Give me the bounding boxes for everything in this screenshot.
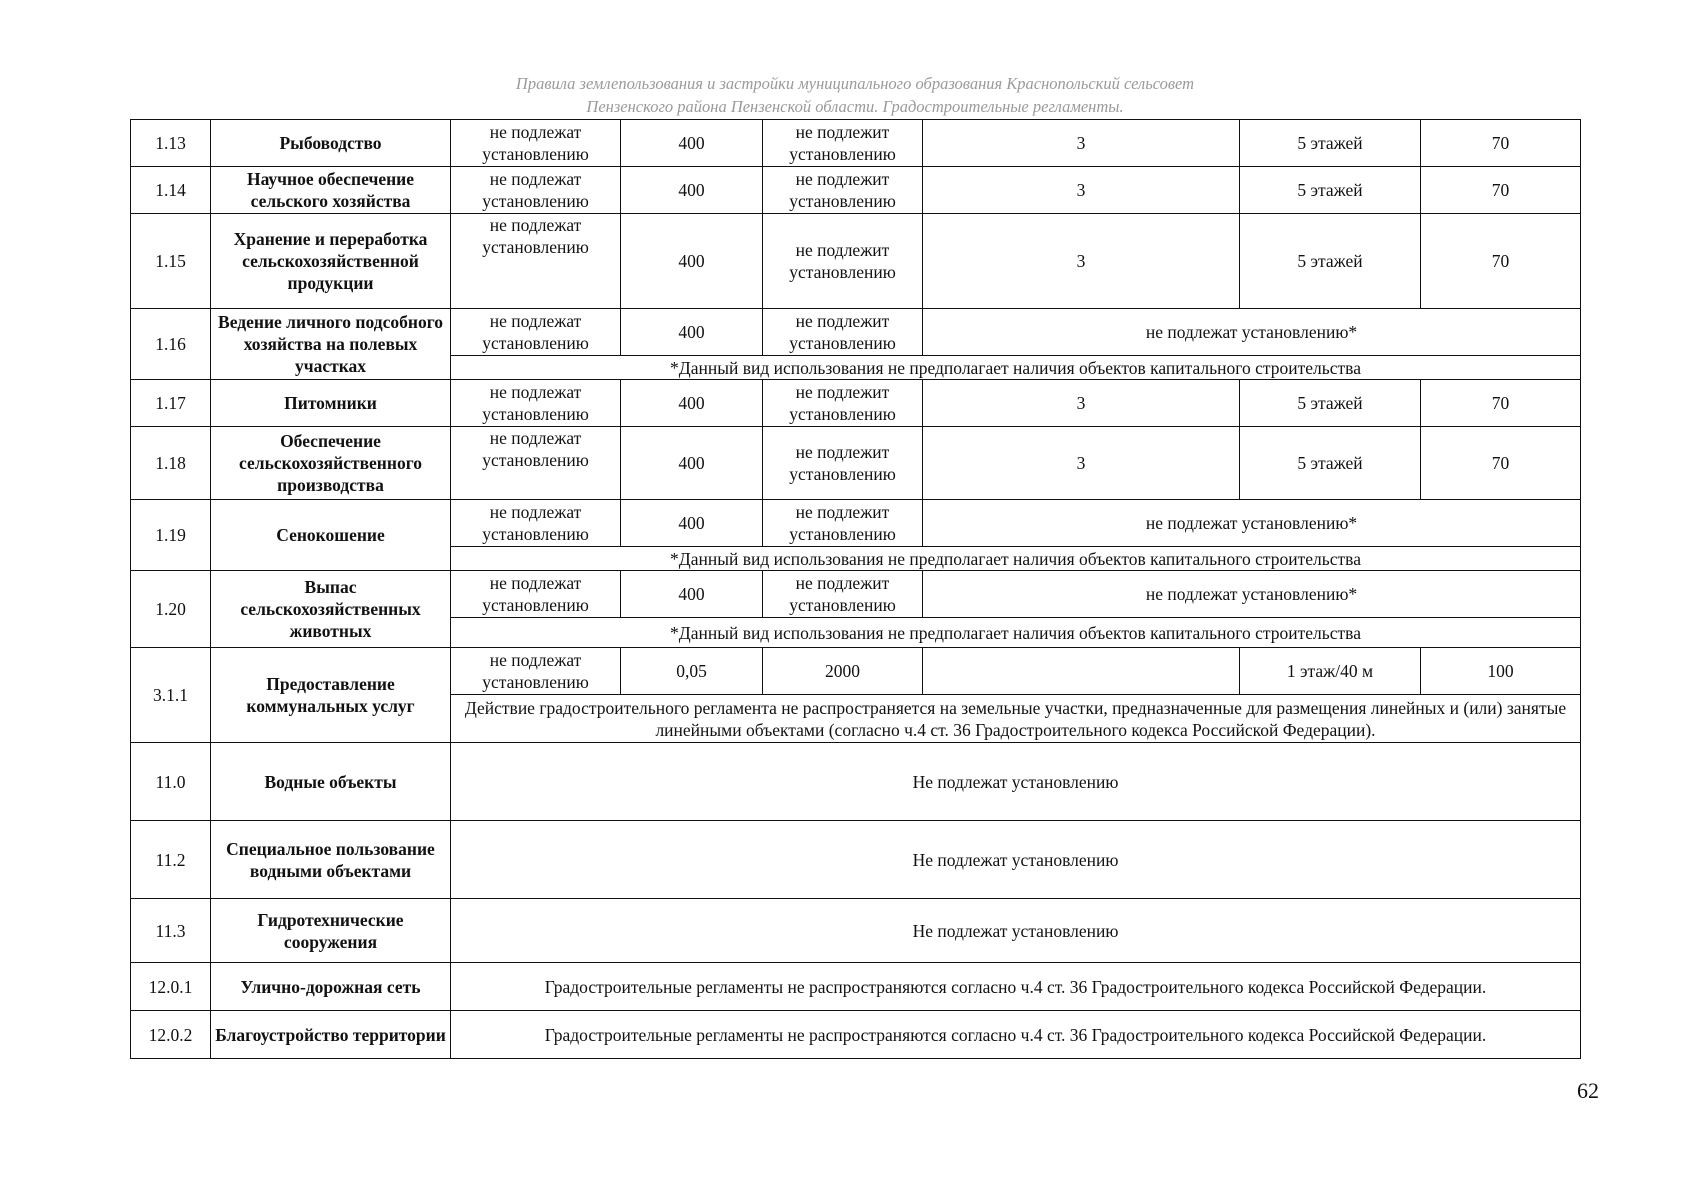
row-name: Рыбоводство [211, 120, 451, 167]
row-name: Выпас сельскохозяйственных животных [211, 571, 451, 648]
min-area-cell: не подлежат установлению [451, 500, 621, 547]
page-number: 62 [1577, 1078, 1599, 1103]
row-code: 1.18 [131, 427, 211, 500]
floors-cell: 5 этажей [1240, 380, 1421, 427]
regulations-table [130, 119, 1581, 1059]
min-area-cell: не подлежат установлению [451, 309, 621, 356]
row-name: Обеспечение сельскохозяйственного производства [211, 427, 451, 500]
table-row [131, 963, 1581, 1011]
row-name: Благоустройство территории [211, 1011, 451, 1059]
row-name: Гидротехнические сооружения [211, 899, 451, 963]
floors-cell: 5 этажей [1240, 167, 1421, 214]
indent-cell: 2000 [763, 648, 923, 695]
not-applicable-cell: Градостроительные регламенты не распространяются согласно ч.4 ст. 36 Градостроительного кодекса Российской Федерации. [451, 1011, 1581, 1059]
table-row [131, 427, 1581, 500]
coverage-cell: 70 [1421, 120, 1581, 167]
max-area-cell: 400 [621, 427, 763, 500]
table-row [131, 743, 1581, 821]
indent-cell: не подлежит установлению [763, 309, 923, 356]
setback-cell: 3 [923, 120, 1240, 167]
note-cell: *Данный вид использования не предполагает наличия объектов капитального строительства [451, 356, 1581, 380]
min-area-cell: не подлежат установлению [451, 167, 621, 214]
min-area-cell: не подлежат установлению [451, 380, 621, 427]
table-row [131, 120, 1581, 167]
table-row [131, 500, 1581, 547]
row-code: 1.20 [131, 571, 211, 648]
header-line-2: Пензенского района Пензенской области. Градостроительные регламенты. [586, 97, 1124, 116]
document-header [130, 72, 1580, 118]
floors-cell: 5 этажей [1240, 120, 1421, 167]
indent-cell: не подлежит установлению [763, 427, 923, 500]
table-row [131, 167, 1581, 214]
row-name: Специальное пользование водными объектами [211, 821, 451, 899]
max-area-cell: 400 [621, 380, 763, 427]
max-area-cell: 400 [621, 214, 763, 309]
row-name: Хранение и переработка сельскохозяйственной продукции [211, 214, 451, 309]
row-name: Сенокошение [211, 500, 451, 571]
min-area-cell: не подлежат установлению [451, 427, 621, 500]
floors-cell: 1 этаж/40 м [1240, 648, 1421, 695]
row-code: 12.0.1 [131, 963, 211, 1011]
setback-cell: 3 [923, 427, 1240, 500]
row-name: Ведение личного подсобного хозяйства на полевых участках [211, 309, 451, 380]
min-area-cell: не подлежат установлению [451, 214, 621, 309]
coverage-cell: 70 [1421, 167, 1581, 214]
indent-cell: не подлежит установлению [763, 120, 923, 167]
row-name: Предоставление коммунальных услуг [211, 648, 451, 743]
table-row [131, 380, 1581, 427]
row-code: 11.3 [131, 899, 211, 963]
max-area-cell: 400 [621, 167, 763, 214]
table-row [131, 1011, 1581, 1059]
row-name: Водные объекты [211, 743, 451, 821]
row-code: 1.13 [131, 120, 211, 167]
min-area-cell: не подлежат установлению [451, 648, 621, 695]
max-area-cell: 0,05 [621, 648, 763, 695]
indent-cell: не подлежит установлению [763, 214, 923, 309]
row-code: 1.15 [131, 214, 211, 309]
setback-cell: 3 [923, 214, 1240, 309]
table-row [131, 648, 1581, 695]
max-area-cell: 400 [621, 120, 763, 167]
max-area-cell: 400 [621, 571, 763, 618]
min-area-cell: не подлежат установлению [451, 571, 621, 618]
row-code: 11.2 [131, 821, 211, 899]
not-established-cell: не подлежат установлению* [923, 309, 1581, 356]
row-code: 1.17 [131, 380, 211, 427]
note-cell: *Данный вид использования не предполагает наличия объектов капитального строительства [451, 547, 1581, 571]
table-row [131, 214, 1581, 309]
coverage-cell: 100 [1421, 648, 1581, 695]
min-area-cell: не подлежат установлению [451, 120, 621, 167]
note-cell: *Данный вид использования не предполагает наличия объектов капитального строительства [451, 618, 1581, 648]
setback-cell [923, 648, 1240, 695]
row-name: Питомники [211, 380, 451, 427]
max-area-cell: 400 [621, 500, 763, 547]
row-name: Научное обеспечение сельского хозяйства [211, 167, 451, 214]
table-row [131, 309, 1581, 356]
max-area-cell: 400 [621, 309, 763, 356]
not-established-cell: Не подлежат установлению [451, 821, 1581, 899]
coverage-cell: 70 [1421, 214, 1581, 309]
indent-cell: не подлежит установлению [763, 571, 923, 618]
row-code: 11.0 [131, 743, 211, 821]
note-cell: Действие градостроительного регламента не распространяется на земельные участки, предназначенные для размещения линейных и (или) занятые линейными объектами (согласно ч.4 ст. 36 Градостроительного кодекса Российской Федерации). [451, 695, 1581, 743]
floors-cell: 5 этажей [1240, 214, 1421, 309]
setback-cell: 3 [923, 167, 1240, 214]
row-code: 1.16 [131, 309, 211, 380]
indent-cell: не подлежит установлению [763, 380, 923, 427]
row-name: Улично-дорожная сеть [211, 963, 451, 1011]
row-code: 3.1.1 [131, 648, 211, 743]
indent-cell: не подлежит установлению [763, 500, 923, 547]
coverage-cell: 70 [1421, 380, 1581, 427]
table-row [131, 821, 1581, 899]
not-established-cell: Не подлежат установлению [451, 899, 1581, 963]
table-row [131, 571, 1581, 618]
table-row [131, 899, 1581, 963]
coverage-cell: 70 [1421, 427, 1581, 500]
not-established-cell: не подлежат установлению* [923, 571, 1581, 618]
not-established-cell: не подлежат установлению* [923, 500, 1581, 547]
row-code: 12.0.2 [131, 1011, 211, 1059]
row-code: 1.19 [131, 500, 211, 571]
setback-cell: 3 [923, 380, 1240, 427]
row-code: 1.14 [131, 167, 211, 214]
indent-cell: не подлежит установлению [763, 167, 923, 214]
floors-cell: 5 этажей [1240, 427, 1421, 500]
not-established-cell: Не подлежат установлению [451, 743, 1581, 821]
not-applicable-cell: Градостроительные регламенты не распространяются согласно ч.4 ст. 36 Градостроительного кодекса Российской Федерации. [451, 963, 1581, 1011]
header-line-1: Правила землепользования и застройки муниципального образования Краснопольский сельсовет [515, 74, 1195, 93]
